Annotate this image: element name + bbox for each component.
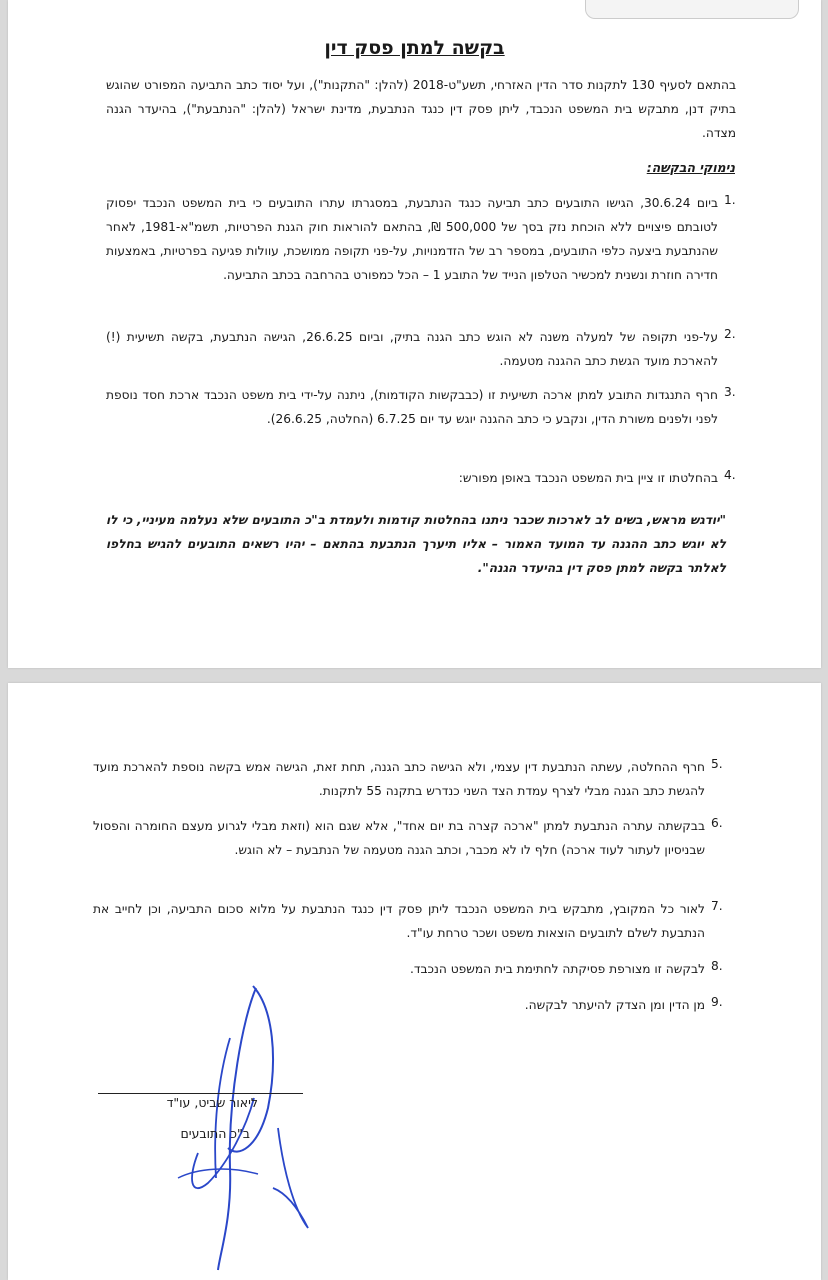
document-page-2 — [8, 683, 821, 1280]
item-number: 9. — [711, 995, 723, 1009]
item-number: 4. — [724, 468, 736, 482]
item-text: לאור כל המקובץ, מתבקש בית המשפט הנכבד ליתן פסק דין כנגד הנתבעת על מלוא סכום התביעה, וכן לחייב את הנתבעת לשלם לתובעים הוצאות משפט ושכר טרחת עו"ד. — [93, 902, 705, 940]
item-text: על-פני תקופה של למעלה משנה לא הוגש כתב הגנה בתיק, וביום 26.6.25, הגישה הנתבעת, בקשה תשיעית (!) להארכת מועד הגשת כתב ההגנה מטעמה. — [106, 330, 718, 368]
item-text: חרף ההחלטה, עשתה הנתבעת דין עצמי, ולא הגישה כתב הגנה, תחת זאת, הגישה אמש בקשה נוספת להארכת מועד להגשת כתב הגנה מבלי לצרף עמדת הצד השני כנדרש בתקנה 55 לתקנות. — [93, 760, 705, 798]
item-number: 2. — [724, 327, 736, 341]
item-number: 3. — [724, 385, 736, 399]
item-number: 5. — [711, 757, 723, 771]
court-quote: "יודגש מראש, בשים לב לארכות שכבר ניתנו בהחלטות קודמות ולעמדת ב"כ התובעים שלא נעלמה מעיניי, כי לו לא יוגש כתב ההגנה עד המועד האמור – אליו תיערך הנתבעת בהתאם – יהיו רשאים התובעים להגיש בחלפו לאלתר בקשה למתן פסק דין בהיעדר הגנה". — [106, 513, 726, 575]
item-number: 1. — [724, 193, 736, 207]
reasons-heading: נימוקי הבקשה: — [646, 160, 735, 175]
document-page-1 — [8, 0, 821, 668]
item-text: מן הדין ומן הצדק להיעתר לבקשה. — [524, 998, 705, 1012]
signer-role: ב"כ התובעים — [180, 1126, 250, 1141]
item-text: חרף התנגדות התובע למתן ארכה תשיעית זו (כבבקשות הקודמות), ניתנה על-ידי בית משפט הנכבד ארכת חסד נוספת לפני ולפנים משורת הדין, ונקבע כי כתב ההגנה יוגש עד יום 6.7.25 (החלטה, 26.6.25). — [106, 388, 718, 426]
viewer-toolbar[interactable] — [585, 0, 799, 19]
signer-name: ליאור שביט, עו"ד — [166, 1095, 258, 1110]
item-number: 6. — [711, 816, 723, 830]
item-text: לבקשה זו מצורפת פסיקתה לחתימת בית המשפט הנכבד. — [409, 962, 705, 976]
signature-line — [98, 1093, 303, 1094]
item-number: 7. — [711, 899, 723, 913]
item-text: בבקשתה עתרה הנתבעת למתן "ארכה קצרה בת יום אחד", אלא שגם הוא (וזאת מבלי לגרוע מעצם החומרה והפסול שבניסיון לעתור לעוד ארכה) חלף לו לא מכבר, וכתב הגנה מטעמה של הנתבעת – לא הוגש. — [93, 819, 705, 857]
intro-paragraph: בהתאם לסעיף 130 לתקנות סדר הדין האזרחי, תשע"ט-2018 (להלן: "התקנות"), ועל יסוד כתב התביעה המפורט שהוגש בתיק דנן, מתבקש בית המשפט הנכבד, ליתן פסק דין כנגד הנתבעת, מדינת ישראל (להלן: "הנתבעת"), בהיעדר הגנה מצדה. — [106, 78, 736, 140]
item-text: בהחלטתו זו ציין בית המשפט הנכבד באופן מפורש: — [458, 471, 718, 485]
document-title: בקשה למתן פסק דין — [324, 37, 505, 59]
item-number: 8. — [711, 959, 723, 973]
item-text: ביום 30.6.24, הגישו התובעים כתב תביעה כנגד הנתבעת, במסגרתו עתרו התובעים כי בית המשפט הנכבד יפסוק לטובתם פיצויים ללא הוכחת נזק בסך של 500,000 ₪, בהתאם להוראות חוק הגנת הפרטיות, תשמ"א-1981, לאחר שהנתבעת ביצעה כלפי התובעים, במספר רב של הזדמנויות, על-פני תקופה ממושכת, עוולות פגיעה בפרטיות, באמצעות חדירה חוזרת ונשנית למכשיר הטלפון הנייד של התובע 1 – הכל כמפורט בהרחבה בכתב התביעה. — [106, 196, 719, 282]
